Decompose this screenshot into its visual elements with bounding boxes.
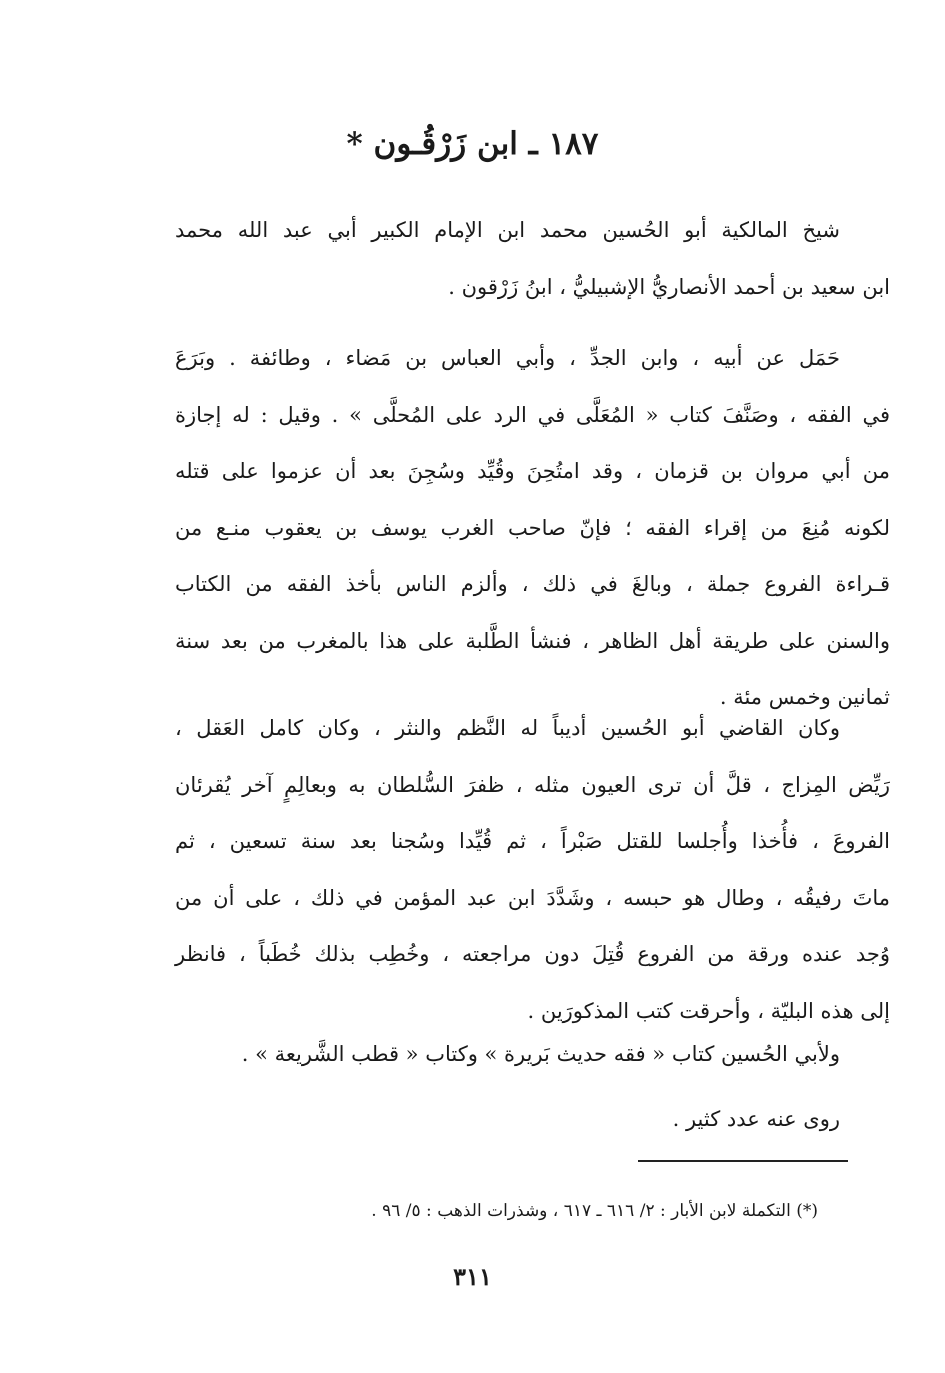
- paragraph-line: ولأبي الحُسين كتاب « فقه حديث بَريرة » وكتاب « قطب الشَّريعة » .: [241, 1042, 840, 1066]
- paragraph-line: لكونه مُنِعَ من إقراء الفقه ؛ فإنّ صاحب الغرب يوسف بن يعقوب منـع من: [175, 515, 890, 540]
- paragraph-2: [175, 330, 890, 726]
- paragraph-4: [175, 1026, 890, 1083]
- paragraph-3: [175, 700, 890, 1039]
- paragraph-line: الفروعَ ، فأُخذا وأُجلسا للقتل صَبْراً ، ثم قُيِّدا وسُجنا بعد سنة تسعين ، ثم: [175, 829, 890, 853]
- paragraph-1: [175, 202, 890, 315]
- paragraph-line: وكان القاضي أبو الحُسين أديباً له النَّظم والنثر ، وكان كامل العَقل ،: [175, 716, 840, 740]
- paragraph-line: ابن سعيد بن أحمد الأنصاريُّ الإشبيليُّ ، ابنُ زَرْقون .: [448, 274, 890, 299]
- paragraph-line: حَمَل عن أبيه ، وابن الجدِّ ، وأبي العباس بن مَضاء ، وطائفة . وبَرَعَ: [175, 346, 840, 370]
- entry-title: ١٨٧ ـ ابن زَرْقُـون *: [346, 126, 599, 162]
- paragraph-line: والسنن على طريقة أهل الظاهر ، فنشأ الطَّلبة على هذا بالمغرب من بعد سنة: [175, 628, 890, 653]
- page-number: ٣١١: [453, 1262, 492, 1291]
- paragraph-5: [175, 1091, 890, 1148]
- footnote: (*) التكملة لابن الأبار : ٢/ ٦١٦ ـ ٦١٧ ، وشذرات الذهب : ٥/ ٩٦ .: [371, 1201, 818, 1221]
- paragraph-line: روى عنه عدد كثير .: [672, 1107, 840, 1131]
- paragraph-line: وُجد عنده ورقة من الفروع قُتِلَ دون مراجعته ، وخُطِب بذلك خُطَباً ، فانظر: [175, 942, 890, 966]
- paragraph-line: شيخ المالكية أبو الحُسين محمد ابن الإمام الكبير أبي عبد الله محمد: [175, 218, 840, 242]
- paragraph-line: قـراءة الفروع جملة ، وبالغَ في ذلك ، وألزم الناس بأخذ الفقه من الكتاب: [175, 572, 890, 596]
- paragraph-line: ثمانين وخمس مئة .: [719, 685, 890, 709]
- paragraph-line: إلى هذه البليّة ، وأحرقت كتب المذكورَين .: [527, 998, 890, 1023]
- paragraph-line: ماتَ رفيقُه ، وطال هو حبسه ، وشَدَّدَ ابن عبد المؤمن في ذلك ، على أن من: [175, 885, 890, 910]
- paragraph-line: رَيِّض المِزاج ، قلَّ أن ترى العيون مثله ، ظفرَ السُّلطان به وبعالِمٍ آخر يُقرئان: [175, 772, 890, 797]
- paragraph-line: من أبي مروان بن قزمان ، وقد امتُحِنَ وقُيِّد وسُجِنَ بعد أن عزموا على قتله: [175, 459, 890, 483]
- paragraph-line: في الفقه ، وصَنَّفَ كتاب « المُعَلَّى في الرد على المُحلَّى » . وقيل : له إجازة: [175, 402, 890, 427]
- footnote-divider: [638, 1160, 848, 1162]
